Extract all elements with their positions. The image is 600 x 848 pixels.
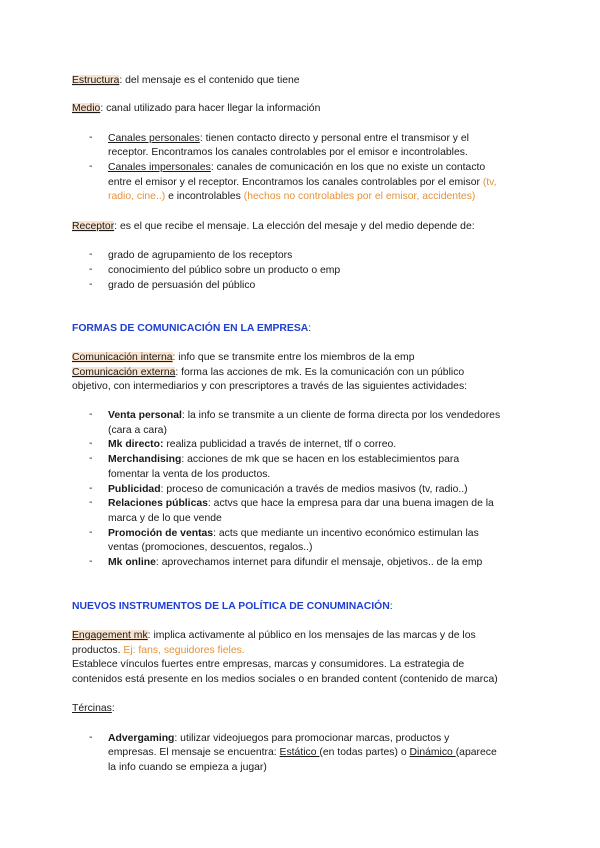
- list-item-text: (en todas partes) o: [319, 747, 410, 758]
- paragraph-medio: [72, 102, 320, 115]
- term-tecnicas: Tércinas: [72, 703, 112, 714]
- heading-text: FORMAS DE COMUNICACIÓN EN LA EMPRESA: [72, 323, 309, 334]
- list-item-continuation: [108, 176, 497, 189]
- bold-term: Publicidad: [108, 484, 161, 495]
- list-item-continuation: receptor. Encontramos los canales controlables por el emisor e incontrolables.: [108, 147, 468, 158]
- bold-term: Mk directo:: [108, 439, 164, 450]
- term-dinamico: Dinámico: [409, 747, 456, 758]
- orange-note: radio, cine..): [108, 191, 166, 202]
- list-item-continuation: [108, 746, 497, 759]
- bold-term: Venta personal: [108, 410, 182, 421]
- heading-suffix: :: [389, 601, 393, 612]
- paragraph-text: : implica activamente al público en los mensajes de las marcas y de los: [147, 630, 476, 641]
- term-receptor: Receptor: [72, 221, 115, 232]
- paragraph-tecnicas: [72, 702, 115, 715]
- paragraph-text: : forma las acciones de mk. Es la comunicación con un público: [175, 367, 465, 378]
- list-item-text: : proceso de comunicación a través de medios masivos (tv, radio..): [160, 484, 468, 495]
- paragraph-continuation: contenidos está presente en los medios sociales o en branded content (contenido de marca): [72, 674, 498, 685]
- list-item-advergaming: [108, 732, 449, 745]
- heading-text: NUEVOS INSTRUMENTOS DE LA POLÍTICA DE CONUMINACIÓN: [72, 601, 390, 612]
- term-estructura: Estructura: [72, 75, 120, 86]
- paragraph-text: : es el que recibe el mensaje. La elección del mesaje y del medio depende de:: [114, 221, 475, 232]
- orange-note: Ej: fans, seguidores fieles.: [123, 645, 245, 656]
- list-item-continuation: (cara a cara): [108, 425, 167, 436]
- list-item-mk-online: [108, 556, 482, 569]
- section-heading-nuevos: [72, 600, 393, 613]
- list-item: conocimiento del público sobre un producto o emp: [108, 265, 341, 276]
- paragraph-text: productos.: [72, 645, 124, 656]
- list-bullet: -: [89, 732, 93, 743]
- list-item-text: : canales de comunicación en los que no existe un contacto: [210, 162, 486, 173]
- orange-note: (tv,: [482, 177, 497, 188]
- list-item-canales-impersonales: [108, 161, 485, 174]
- list-item-merchandising: [108, 453, 459, 466]
- list-item-mk-directo: [108, 438, 396, 451]
- list-item-relaciones-publicas: [108, 497, 494, 510]
- term-com-interna: Comunicación interna: [72, 352, 173, 363]
- list-item-continuation: ventas (promociones, descuentos, regalos..): [108, 542, 313, 553]
- list-item: grado de persuasión del público: [108, 280, 256, 291]
- list-item-canales-personales: [108, 132, 469, 145]
- section-heading-formas: [72, 322, 311, 335]
- paragraph-text: : info que se transmite entre los miembros de la emp: [172, 352, 415, 363]
- term-medio: Medio: [72, 103, 101, 114]
- term-com-externa: Comunicación externa: [72, 367, 176, 378]
- list-item-text: entre el emisor y el receptor. Encontramos los canales controlables por el emisor: [108, 177, 483, 188]
- list-item-continuation: fomentar la venta de los productos.: [108, 469, 271, 480]
- list-bullet: -: [89, 161, 93, 172]
- paragraph-continuation: [72, 644, 245, 657]
- list-bullet: -: [89, 279, 93, 290]
- term-canales-personales: Canales personales: [108, 133, 200, 144]
- list-item-publicidad: [108, 483, 468, 496]
- list-bullet: -: [89, 527, 93, 538]
- list-item-text: : actvs que hace la empresa para dar una buena imagen de la: [207, 498, 494, 509]
- list-item-continuation: [108, 190, 475, 203]
- list-item-text: empresas. El mensaje se encuentra:: [108, 747, 280, 758]
- paragraph-continuation: Establece vínculos fuertes entre empresas, marcas y consumidores. La estrategia de: [72, 659, 465, 670]
- list-bullet: -: [89, 497, 93, 508]
- list-item-text: : aprovechamos internet para difundir el mensaje, objetivos.. de la emp: [155, 557, 483, 568]
- list-item-promocion-ventas: [108, 527, 479, 540]
- term-canales-impersonales: Canales impersonales: [108, 162, 211, 173]
- term-estatico: Estático: [279, 747, 320, 758]
- list-item-text: e incontrolables: [165, 191, 244, 202]
- list-bullet: -: [89, 453, 93, 464]
- list-bullet: -: [89, 264, 93, 275]
- list-item-text: : acts que mediante un incentivo económico estimulan las: [213, 528, 479, 539]
- paragraph-text: : canal utilizado para hacer llegar la información: [100, 103, 321, 114]
- list-bullet: -: [89, 556, 93, 567]
- term-engagement: Engagement mk: [72, 630, 148, 641]
- list-bullet: -: [89, 483, 93, 494]
- bold-term: Advergaming: [108, 733, 175, 744]
- paragraph-engagement: [72, 629, 476, 642]
- paragraph-com-externa: [72, 366, 464, 379]
- list-item-text: (aparece: [455, 747, 497, 758]
- list-item-text: : acciones de mk que se hacen en los establecimientos para: [181, 454, 460, 465]
- list-item-venta-personal: [108, 409, 500, 422]
- list-bullet: -: [89, 438, 93, 449]
- list-item-continuation: la info cuando se empieza a jugar): [108, 762, 267, 773]
- list-bullet: -: [89, 249, 93, 260]
- bold-term: Relaciones públicas: [108, 498, 208, 509]
- bold-term: Mk online: [108, 557, 156, 568]
- list-item-text: : la info se transmite a un cliente de forma directa por los vendedores: [181, 410, 501, 421]
- list-item-text: realiza publicidad a través de internet, tlf o correo.: [163, 439, 397, 450]
- paragraph-text: :: [111, 703, 115, 714]
- paragraph-text: : del mensaje es el contenido que tiene: [119, 75, 300, 86]
- list-item-text: : tienen contacto directo y personal entre el transmisor y el: [199, 133, 469, 144]
- list-item-continuation: marca y de lo que vende: [108, 513, 222, 524]
- list-item-text: : utilizar videojuegos para promocionar marcas, productos y: [174, 733, 450, 744]
- list-item: grado de agrupamiento de los receptors: [108, 250, 293, 261]
- bold-term: Merchandising: [108, 454, 182, 465]
- paragraph-receptor: [72, 220, 475, 233]
- bold-term: Promoción de ventas: [108, 528, 214, 539]
- list-bullet: -: [89, 409, 93, 420]
- heading-suffix: :: [308, 323, 312, 334]
- paragraph-estructura: [72, 74, 300, 87]
- list-bullet: -: [89, 132, 93, 143]
- orange-note: (hechos no controlables por el emisor, accidentes): [243, 191, 476, 202]
- paragraph-continuation: objetivo, con intermediarios y con prescriptores a través de las siguientes actividades:: [72, 381, 468, 392]
- paragraph-com-interna: [72, 351, 414, 364]
